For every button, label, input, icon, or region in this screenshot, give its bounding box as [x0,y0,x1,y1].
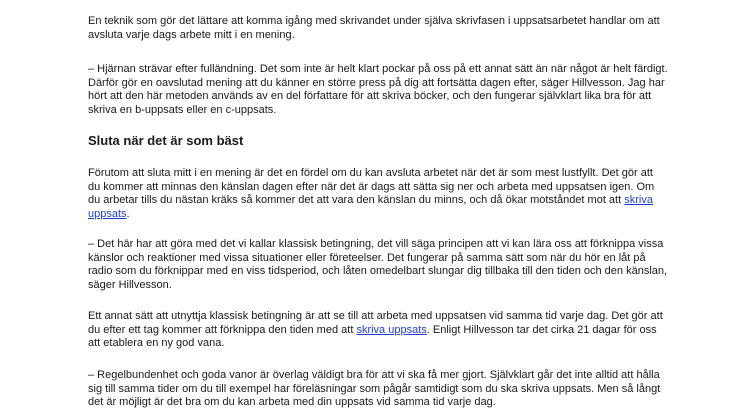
paragraph-quote-conditioning: – Det här har att göra med det vi kallar klassisk betingning, det vill säga principen att vi kan lära oss att förknippa vissa känslor och reaktioner med vissa situationer eller företeelser. Det fungerar på samma sätt som när du hör en låt på radio som du förknippar med en viss tidsperiod, och låten omedelbart slungar dig tillbaka till den tiden och den känslan, säger Hillvesson. [88,238,668,291]
paragraph-3-text: Förutom att sluta mitt i en mening är det en fördel om du kan avsluta arbetet när det är som mest lustfyllt. Det gör att du kommer att minnas den känslan dagen efter när det är dags att sätta sig ner och arbeta med uppsatsen igen. Om du arbetar tills du nästan kräks så kommer det att vara den känslan du minns, och då ökar motståndet mot att [88,167,655,207]
paragraph-same-time [88,310,668,351]
paragraph-intro: En teknik som gör det lättare att komma igång med skrivandet under själva skrivfasen i uppsatsarbetet handlar om att avsluta varje dags arbete mitt i en mening. [88,15,660,41]
skriva-uppsats-link-2[interactable]: skriva uppsats [356,323,427,336]
skriva-uppsats-link-1[interactable]: skriva uppsats [88,194,653,220]
paragraph-quote-regularity: – Regelbundenhet och goda vanor är överlag väldigt bra för att vi ska få mer gjort. Självklart går det inte alltid att hålla sig till samma tider om du till exempel har föreläsningar som pågår samtidigt som du ska skriva uppsats. Men så långt det är möjligt är det bra om du kan arbeta med din uppsats vid samma tid varje dag. [88,369,661,409]
paragraph-stop-at-best [88,167,668,221]
paragraph-quote-completion: – Hjärnan strävar efter fulländning. Det som inte är helt klart pockar på oss på ett annat sätt än när något är helt färdigt. Därför gör en oavslutad mening att du känner en större press på dig att fortsätta dagen efter, säger Hillvesson. Jag har hört att den här metoden används av en del författare för att skriva böcker, och den fungerar självklart lika bra för att skriva en b-uppsats eller en c-uppsats. [88,63,668,116]
section-heading: Sluta när det är som bäst [88,133,244,148]
paragraph-5-text: Ett annat sätt att utnyttja klassisk betingning är att se till att arbeta med uppsatsen vid samma tid varje dag. Det gör att du efter ett tag kommer att förknippa den tiden med att [88,310,663,336]
paragraph-3-end: . [126,207,130,220]
paragraph-5-end: . Enligt Hillvesson tar det cirka 21 dagar för oss att etablera en ny god vana. [88,323,657,350]
